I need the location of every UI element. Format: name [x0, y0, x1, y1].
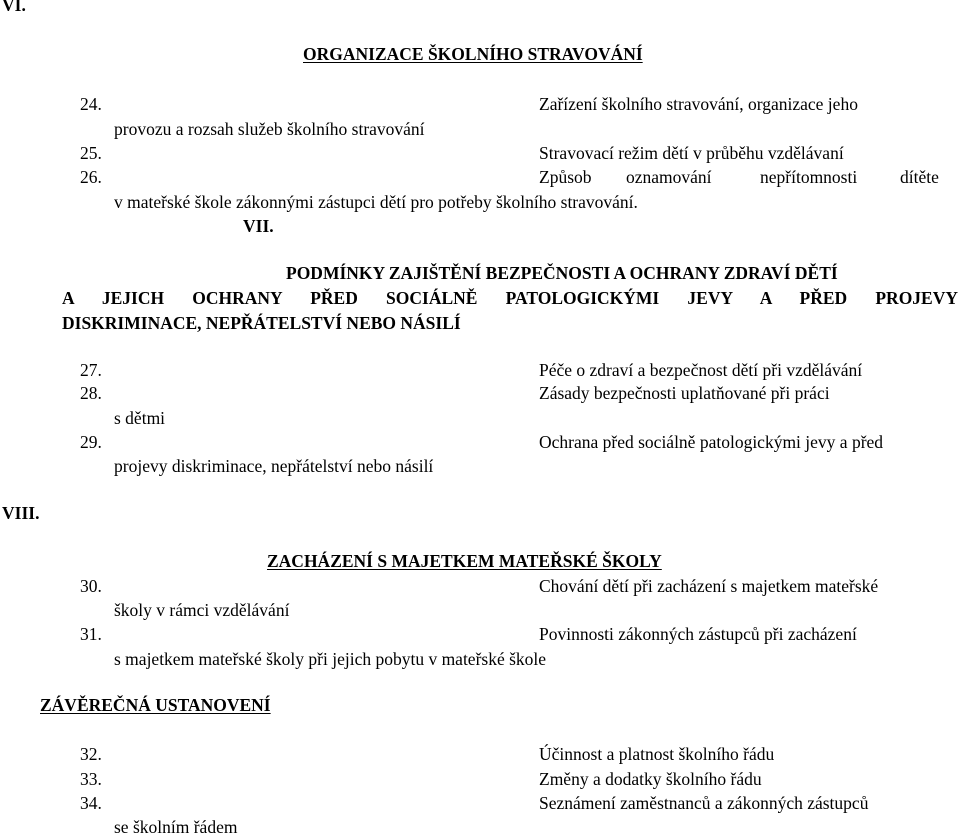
item-24-text: Zařízení školního stravování, organizace jeho: [539, 94, 858, 114]
section-viii-title: ZACHÁZENÍ S MAJETKEM MATEŘSKÉ ŠKOLY: [267, 551, 662, 571]
item-24-number: 24.: [80, 94, 102, 114]
item-26-continuation: v mateřské škole zákonnými zástupci dětí pro potřeby školního stravování.: [114, 192, 638, 212]
item-33-text: Změny a dodatky školního řádu: [539, 769, 762, 789]
final-provisions-title: ZÁVĚREČNÁ USTANOVENÍ: [40, 695, 271, 715]
item-30-continuation: školy v rámci vzdělávání: [114, 600, 290, 620]
section-vi-numeral: VI.: [2, 0, 26, 15]
item-29-continuation: projevy diskriminace, nepřátelství nebo násilí: [114, 456, 434, 476]
item-28-continuation: s dětmi: [114, 408, 166, 428]
section-vii-title-line-3: DISKRIMINACE, NEPŘÁTELSTVÍ NEBO NÁSILÍ: [62, 313, 461, 333]
item-26-word-1: Způsob: [539, 167, 592, 187]
item-28-number: 28.: [80, 383, 102, 403]
item-26-word-2: oznamování: [626, 167, 712, 187]
item-34-text: Seznámení zaměstnanců a zákonných zástupců: [539, 793, 869, 813]
item-32-text: Účinnost a platnost školního řádu: [539, 744, 775, 764]
item-31-number: 31.: [80, 624, 102, 644]
item-29-text: Ochrana před sociálně patologickými jevy a před: [539, 432, 884, 452]
item-31-text: Povinnosti zákonných zástupců při zacházení: [539, 624, 857, 644]
item-29-number: 29.: [80, 432, 102, 452]
item-31-continuation: s majetkem mateřské školy při jejich pobytu v mateřské škole: [114, 649, 547, 669]
item-26-number: 26.: [80, 167, 102, 187]
item-27-number: 27.: [80, 360, 102, 380]
section-vii-numeral: VII.: [243, 216, 274, 236]
item-30-text: Chování dětí při zacházení s majetkem mateřské: [539, 576, 879, 596]
section-vii-title-line-2: A JEJICH OCHRANY PŘED SOCIÁLNĚ PATOLOGICKÝMI JEVY A PŘED PROJEVY: [62, 288, 958, 308]
section-vi-title: ORGANIZACE ŠKOLNÍHO STRAVOVÁNÍ: [303, 44, 643, 64]
section-viii-numeral: VIII.: [2, 503, 40, 523]
item-25-number: 25.: [80, 143, 102, 163]
section-vii-title-line-1: PODMÍNKY ZAJIŠTĚNÍ BEZPEČNOSTI A OCHRANY ZDRAVÍ DĚTÍ: [286, 263, 838, 283]
item-34-number: 34.: [80, 793, 102, 813]
item-32-number: 32.: [80, 744, 102, 764]
item-26-word-4: dítěte: [900, 167, 939, 187]
item-27-text: Péče o zdraví a bezpečnost dětí při vzdělávání: [539, 360, 863, 380]
item-33-number: 33.: [80, 769, 102, 789]
item-25-text: Stravovací režim dětí v průběhu vzdělávaní: [539, 143, 844, 163]
item-30-number: 30.: [80, 576, 102, 596]
item-28-text: Zásady bezpečnosti uplatňované při práci: [539, 383, 830, 403]
item-34-continuation: se školním řádem: [114, 817, 238, 837]
item-26-word-3: nepřítomnosti: [760, 167, 858, 187]
item-24-continuation: provozu a rozsah služeb školního stravování: [114, 119, 425, 139]
